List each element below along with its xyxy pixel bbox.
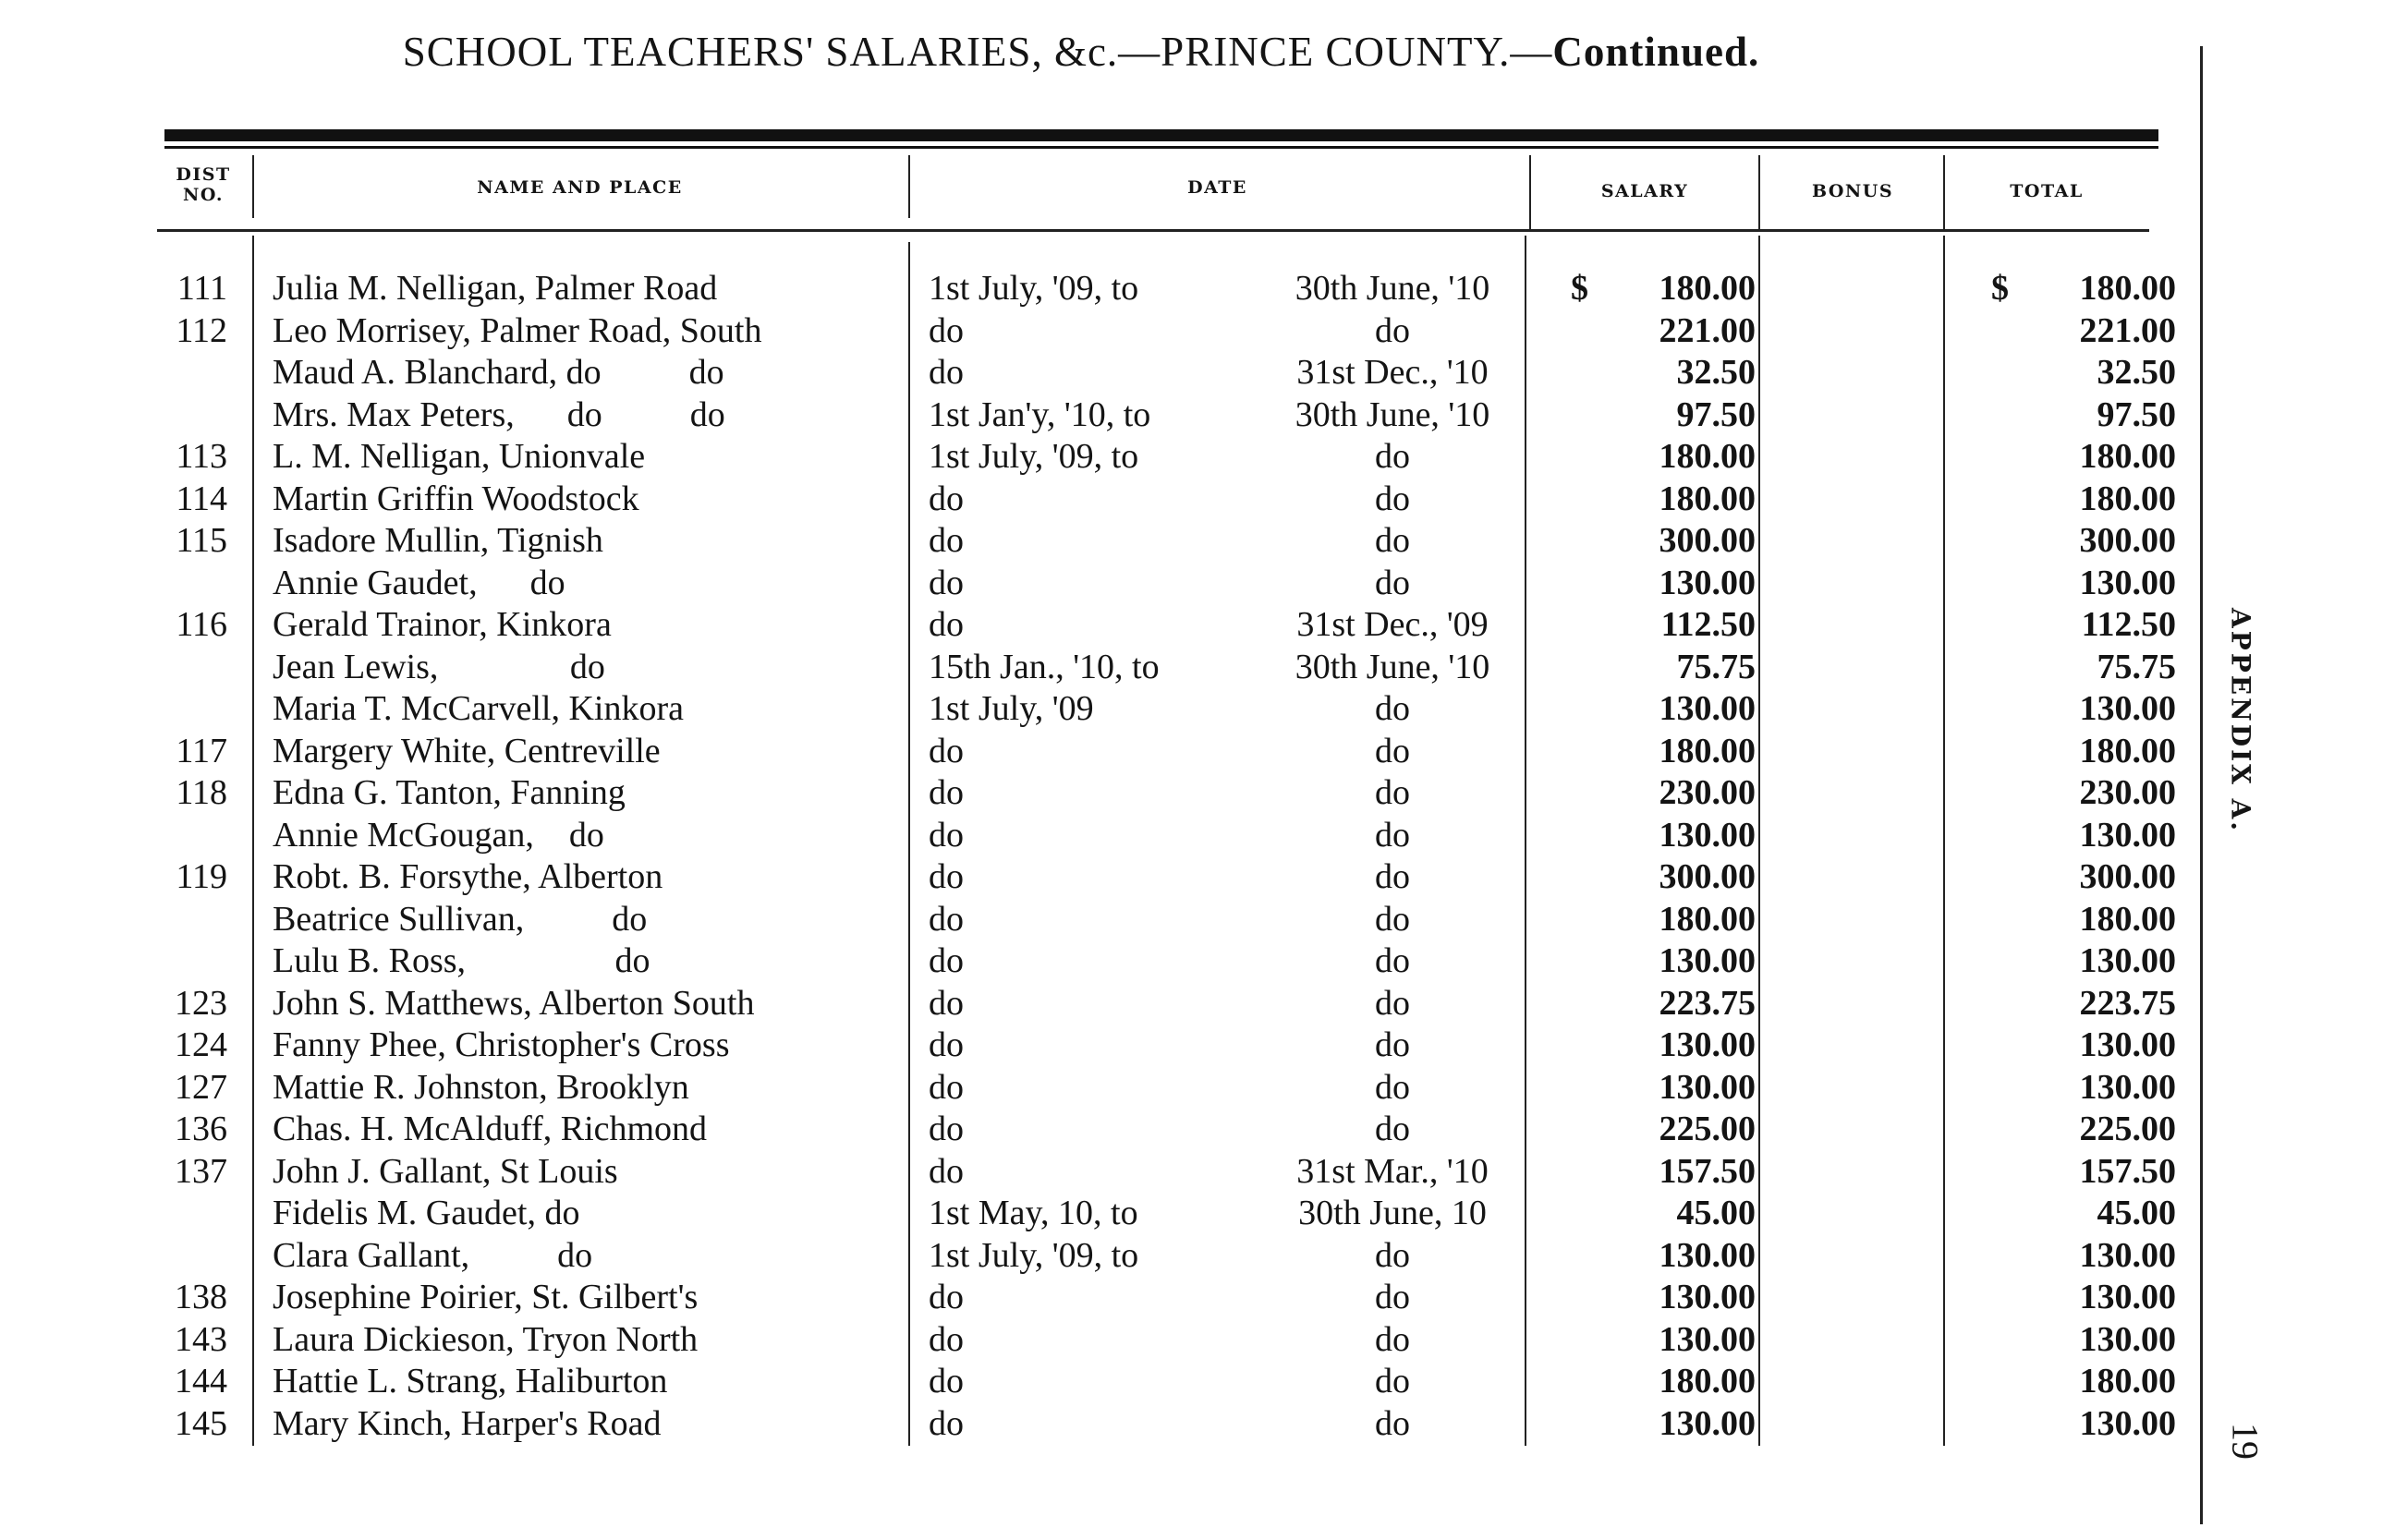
table-row [0, 394, 2176, 436]
date-to-cell: 30th June, 10 [1298, 1194, 1487, 1232]
dist-cell: 116 [176, 605, 227, 644]
salary-currency-symbol: $ [1571, 269, 1588, 308]
table-row [0, 604, 2176, 646]
total-cell: 225.00 [2079, 1110, 2176, 1148]
table-row [0, 1109, 2176, 1150]
table-row [0, 983, 2176, 1025]
total-cell: 45.00 [2097, 1194, 2176, 1232]
total-cell: 32.50 [2097, 353, 2176, 392]
dist-cell: 115 [176, 521, 227, 560]
date-from-cell: do [929, 815, 964, 855]
date-from-cell: do [929, 605, 964, 644]
total-cell: 75.75 [2097, 647, 2176, 686]
top-thin-rule [164, 146, 2158, 149]
total-cell: 130.00 [2079, 563, 2176, 602]
page-number [2222, 1423, 2268, 1460]
total-cell: 230.00 [2079, 773, 2176, 812]
date-to-cell: 31st Dec., '10 [1296, 353, 1489, 392]
date-to-cell: do [1375, 521, 1410, 560]
date-from-cell: do [929, 479, 964, 518]
date-to-cell: do [1375, 1362, 1410, 1401]
date-to-cell: do [1375, 1235, 1410, 1275]
salary-cell: 230.00 [1659, 773, 1756, 812]
salary-cell: 130.00 [1659, 1319, 1756, 1359]
page-number-text: 19 [2224, 1423, 2267, 1460]
table-row [0, 310, 2176, 352]
header-dist [166, 164, 240, 205]
date-from-cell: 1st May, 10, to [929, 1194, 1138, 1232]
salary-cell: 130.00 [1659, 563, 1756, 602]
header-bottom-rule [157, 229, 2149, 232]
salary-cell: 130.00 [1659, 1235, 1756, 1275]
dist-cell: 143 [175, 1319, 227, 1359]
salary-cell: 75.75 [1676, 647, 1756, 686]
date-from-cell: do [929, 731, 964, 770]
date-from-cell: do [929, 941, 964, 980]
name-place-cell: Laura Dickieson, Tryon North [273, 1319, 699, 1359]
salary-cell: 180.00 [1659, 731, 1756, 770]
top-thick-rule [164, 129, 2158, 141]
total-cell: 180.00 [2079, 731, 2176, 770]
column-line [1529, 155, 1531, 229]
date-to-cell: do [1375, 983, 1410, 1023]
name-place-cell: John S. Matthews, Alberton South [273, 983, 755, 1023]
dist-cell: 117 [176, 731, 227, 770]
column-line [1943, 155, 1945, 229]
total-cell: 221.00 [2079, 310, 2176, 350]
table-row [0, 731, 2176, 772]
total-cell: 130.00 [2079, 815, 2176, 855]
name-place-cell: John J. Gallant, St Louis [273, 1151, 618, 1191]
table-row [0, 940, 2176, 982]
salary-cell: 223.75 [1659, 983, 1756, 1023]
table-row [0, 1235, 2176, 1277]
column-line [908, 155, 910, 218]
total-cell: 223.75 [2079, 983, 2176, 1023]
table-row [0, 899, 2176, 940]
date-to-cell: do [1375, 815, 1410, 855]
dist-cell: 112 [176, 310, 227, 350]
total-cell: 130.00 [2079, 1025, 2176, 1064]
dist-cell: 144 [175, 1362, 227, 1401]
name-place-cell: Edna G. Tanton, Fanning [273, 773, 626, 812]
total-cell: 180.00 [2079, 269, 2176, 308]
table-row [0, 856, 2176, 898]
header-total: TOTAL [2010, 181, 2084, 201]
date-from-cell: do [929, 773, 964, 812]
salary-cell: 130.00 [1659, 1278, 1756, 1316]
dist-cell: 111 [176, 269, 227, 308]
date-from-cell: do [929, 983, 964, 1023]
table-row [0, 688, 2176, 730]
salary-cell: 300.00 [1659, 521, 1756, 560]
name-place-cell: Jean Lewis, do [273, 647, 605, 686]
date-from-cell: 1st July, '09, to [929, 1235, 1139, 1275]
salary-cell: 180.00 [1659, 269, 1756, 308]
date-from-cell: do [929, 1151, 964, 1191]
table-row [0, 772, 2176, 814]
total-cell: 180.00 [2079, 479, 2176, 518]
total-cell: 130.00 [2079, 689, 2176, 728]
table-row [0, 1361, 2176, 1402]
date-to-cell: do [1375, 437, 1410, 476]
title-continued: Continued. [1552, 29, 1760, 75]
total-cell: 130.00 [2079, 941, 2176, 980]
salary-cell: 45.00 [1676, 1194, 1756, 1232]
dist-cell: 136 [175, 1110, 227, 1148]
dist-cell: 114 [176, 479, 227, 518]
name-place-cell: Margery White, Centreville [273, 731, 661, 770]
appendix-label-text: APPENDIX A. [2225, 607, 2256, 834]
date-from-cell: do [929, 857, 964, 896]
date-to-cell: do [1375, 479, 1410, 518]
salary-cell: 130.00 [1659, 1403, 1756, 1443]
salary-cell: 130.00 [1659, 689, 1756, 728]
table-row [0, 436, 2176, 478]
name-place-cell: Maria T. McCarvell, Kinkora [273, 689, 684, 728]
date-to-cell: 30th June, '10 [1295, 269, 1490, 308]
date-from-cell: do [929, 563, 964, 602]
salary-cell: 130.00 [1659, 1067, 1756, 1107]
table-row [0, 1025, 2176, 1066]
date-to-cell: 30th June, '10 [1295, 647, 1490, 686]
table-row [0, 1277, 2176, 1318]
date-from-cell: do [929, 1278, 964, 1316]
date-to-cell: 31st Mar., '10 [1296, 1151, 1489, 1191]
date-from-cell: 15th Jan., '10, to [929, 647, 1160, 686]
date-from-cell: do [929, 1110, 964, 1148]
salary-cell: 112.50 [1660, 605, 1756, 644]
name-place-cell: Lulu B. Ross, do [273, 941, 650, 980]
name-place-cell: Robt. B. Forsythe, Alberton [273, 857, 663, 896]
date-from-cell: do [929, 1319, 964, 1359]
date-to-cell: do [1375, 1110, 1410, 1148]
date-to-cell: do [1375, 857, 1410, 896]
name-place-cell: Mary Kinch, Harper's Road [273, 1403, 662, 1443]
date-from-cell: 1st July, '09 [929, 689, 1094, 728]
date-from-cell: do [929, 1362, 964, 1401]
salary-cell: 180.00 [1659, 899, 1756, 939]
salary-cell: 130.00 [1659, 815, 1756, 855]
date-to-cell: do [1375, 1278, 1410, 1316]
name-place-cell: Gerald Trainor, Kinkora [273, 605, 612, 644]
name-place-cell: Annie McGougan, do [273, 815, 604, 855]
total-cell: 97.50 [2097, 394, 2176, 434]
salary-cell: 130.00 [1659, 941, 1756, 980]
dist-cell: 113 [176, 437, 227, 476]
table-row [0, 520, 2176, 562]
salary-cell: 221.00 [1659, 310, 1756, 350]
name-place-cell: Josephine Poirier, St. Gilbert's [273, 1278, 699, 1316]
name-place-cell: Fidelis M. Gaudet, do [273, 1194, 580, 1232]
total-cell: 130.00 [2079, 1403, 2176, 1443]
date-to-cell: do [1375, 773, 1410, 812]
total-cell: 300.00 [2079, 521, 2176, 560]
dist-cell: 119 [176, 857, 227, 896]
date-from-cell: do [929, 310, 964, 350]
total-cell: 180.00 [2079, 899, 2176, 939]
column-line [1758, 155, 1760, 229]
title-main: SCHOOL TEACHERS' SALARIES, &c.—PRINCE COUNTY.— [402, 29, 1553, 75]
table-row [0, 1151, 2176, 1193]
table-row [0, 1319, 2176, 1361]
dist-cell: 123 [175, 983, 227, 1023]
appendix-label [2213, 600, 2268, 841]
dist-cell: 137 [175, 1151, 227, 1191]
table-row [0, 815, 2176, 856]
salary-cell: 97.50 [1676, 394, 1756, 434]
name-place-cell: Chas. H. McAlduff, Richmond [273, 1110, 708, 1148]
name-place-cell: Clara Gallant, do [273, 1235, 593, 1275]
dist-cell: 127 [175, 1067, 227, 1107]
page-title [0, 28, 2162, 76]
name-place-cell: Hattie L. Strang, Haliburton [273, 1362, 668, 1401]
date-to-cell: do [1375, 899, 1410, 939]
dist-cell: 138 [175, 1278, 227, 1316]
date-to-cell: do [1375, 563, 1410, 602]
date-to-cell: do [1375, 1067, 1410, 1107]
total-cell: 112.50 [2081, 605, 2176, 644]
header-dist-line1: DIST [176, 164, 231, 185]
date-to-cell: do [1375, 689, 1410, 728]
date-to-cell: 30th June, '10 [1295, 394, 1490, 434]
table-row [0, 352, 2176, 394]
salary-cell: 180.00 [1659, 437, 1756, 476]
header-name-place: NAME AND PLACE [477, 177, 683, 198]
total-cell: 300.00 [2079, 857, 2176, 896]
total-cell: 157.50 [2079, 1151, 2176, 1191]
table-row [0, 268, 2176, 309]
date-from-cell: do [929, 1067, 964, 1107]
date-to-cell: do [1375, 1403, 1410, 1443]
name-place-cell: Maud A. Blanchard, do do [273, 353, 724, 392]
date-to-cell: do [1375, 941, 1410, 980]
dist-cell: 118 [176, 773, 227, 812]
table-row [0, 1193, 2176, 1234]
total-cell: 180.00 [2079, 1362, 2176, 1401]
date-from-cell: 1st July, '09, to [929, 437, 1139, 476]
name-place-cell: Mattie R. Johnston, Brooklyn [273, 1067, 689, 1107]
date-from-cell: do [929, 521, 964, 560]
total-cell: 130.00 [2079, 1235, 2176, 1275]
table-row [0, 647, 2176, 688]
name-place-cell: Martin Griffin Woodstock [273, 479, 639, 518]
date-from-cell: 1st July, '09, to [929, 269, 1139, 308]
salary-cell: 157.50 [1659, 1151, 1756, 1191]
date-from-cell: do [929, 899, 964, 939]
date-to-cell: do [1375, 1025, 1410, 1064]
name-place-cell: Annie Gaudet, do [273, 563, 565, 602]
table-row [0, 1403, 2176, 1445]
name-place-cell: Isadore Mullin, Tignish [273, 521, 603, 560]
table-row [0, 479, 2176, 520]
salary-cell: 130.00 [1659, 1025, 1756, 1064]
total-cell: 180.00 [2079, 437, 2176, 476]
date-to-cell: do [1375, 1319, 1410, 1359]
name-place-cell: Mrs. Max Peters, do do [273, 394, 725, 434]
date-from-cell: 1st Jan'y, '10, to [929, 394, 1151, 434]
dist-cell: 124 [175, 1025, 227, 1064]
page-edge-rule [2200, 46, 2203, 1524]
dist-cell: 145 [175, 1403, 227, 1443]
date-from-cell: do [929, 1403, 964, 1443]
header-bonus: BONUS [1811, 181, 1894, 201]
header-salary: SALARY [1600, 181, 1689, 201]
salary-cell: 32.50 [1676, 353, 1756, 392]
total-cell: 130.00 [2079, 1067, 2176, 1107]
total-cell: 130.00 [2079, 1278, 2176, 1316]
name-place-cell: Julia M. Nelligan, Palmer Road [273, 269, 718, 308]
date-to-cell: 31st Dec., '09 [1296, 605, 1489, 644]
table-row [0, 563, 2176, 604]
salary-cell: 300.00 [1659, 857, 1756, 896]
salary-cell: 225.00 [1659, 1110, 1756, 1148]
total-currency-symbol: $ [1991, 269, 2009, 308]
salary-cell: 180.00 [1659, 479, 1756, 518]
salary-cell: 180.00 [1659, 1362, 1756, 1401]
table-row [0, 1067, 2176, 1109]
date-to-cell: do [1375, 731, 1410, 770]
name-place-cell: Fanny Phee, Christopher's Cross [273, 1025, 730, 1064]
header-date: DATE [1187, 177, 1247, 198]
total-cell: 130.00 [2079, 1319, 2176, 1359]
date-from-cell: do [929, 1025, 964, 1064]
column-line [252, 155, 254, 218]
header-dist-line2: NO. [183, 185, 224, 205]
name-place-cell: Beatrice Sullivan, do [273, 899, 648, 939]
date-from-cell: do [929, 353, 964, 392]
name-place-cell: Leo Morrisey, Palmer Road, South [273, 310, 762, 350]
date-to-cell: do [1375, 310, 1410, 350]
name-place-cell: L. M. Nelligan, Unionvale [273, 437, 646, 476]
